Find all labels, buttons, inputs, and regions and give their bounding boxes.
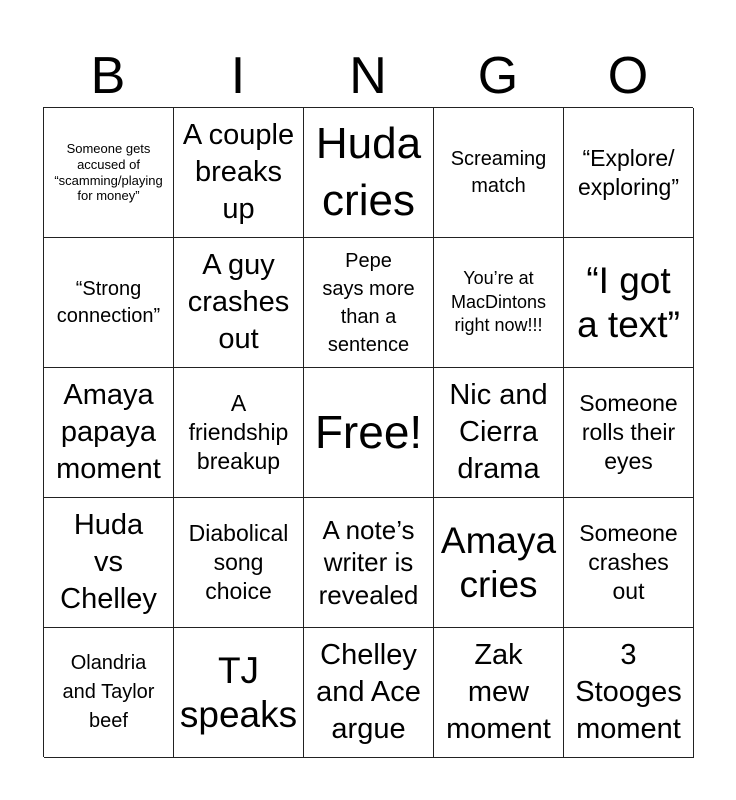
bingo-cell-r1-c1[interactable] — [44, 108, 174, 238]
bingo-cell-text: Huda vs Chelley — [60, 509, 157, 615]
bingo-cell-r4-c1[interactable] — [44, 498, 174, 628]
bingo-cell-r3-c2[interactable] — [174, 368, 304, 498]
bingo-cell-r1-c3[interactable] — [304, 108, 434, 238]
bingo-cell-text: Diabolical song choice — [188, 520, 289, 604]
bingo-cell-r4-c2[interactable] — [174, 498, 304, 628]
bingo-cell-text: Huda cries — [315, 119, 422, 225]
bingo-cell-r5-c4[interactable] — [434, 628, 564, 758]
bingo-board — [43, 107, 693, 757]
header-letter-o: O — [607, 47, 649, 105]
bingo-cell-r4-c3[interactable] — [304, 498, 434, 628]
bingo-cell-r2-c5[interactable] — [564, 238, 694, 368]
bingo-cell-text: You’re at MacDintons right now!!! — [450, 267, 547, 336]
bingo-cell-r4-c4[interactable] — [434, 498, 564, 628]
bingo-cell-r3-c4[interactable] — [434, 368, 564, 498]
bingo-cell-r1-c5[interactable] — [564, 108, 694, 238]
bingo-header — [43, 44, 693, 108]
bingo-cell-r2-c1[interactable] — [44, 238, 174, 368]
header-letter-b: B — [90, 47, 126, 105]
bingo-cell-r5-c2[interactable] — [174, 628, 304, 758]
bingo-cell-text: Nic and Cierra drama — [449, 379, 548, 485]
header-letter-g: G — [477, 47, 519, 105]
bingo-cell-r2-c3[interactable] — [304, 238, 434, 368]
bingo-cell-r1-c4[interactable] — [434, 108, 564, 238]
bingo-cell-r2-c4[interactable] — [434, 238, 564, 368]
bingo-cell-text: 3 Stooges moment — [575, 639, 682, 745]
bingo-cell-text: “Strong connection” — [56, 278, 161, 327]
bingo-cell-text: Zak mew moment — [446, 639, 551, 745]
header-letter-n: N — [349, 47, 387, 105]
bingo-cell-text: A note’s writer is revealed — [318, 514, 419, 610]
bingo-cell-text: Chelley and Ace argue — [316, 639, 421, 745]
bingo-cell-text: “Explore/ exploring” — [578, 144, 679, 200]
bingo-cell-text: TJ speaks — [179, 649, 298, 735]
bingo-cell-text: Amaya cries — [440, 519, 557, 605]
bingo-cell-r5-c3[interactable] — [304, 628, 434, 758]
bingo-cell-text: A friendship breakup — [188, 390, 289, 474]
free-space-text: Free! — [314, 406, 423, 459]
bingo-cell-text: Someone crashes out — [579, 520, 678, 604]
bingo-cell-r3-c5[interactable] — [564, 368, 694, 498]
bingo-cell-r5-c5[interactable] — [564, 628, 694, 758]
bingo-cell-r2-c2[interactable] — [174, 238, 304, 368]
bingo-cell-text: A guy crashes out — [187, 249, 290, 355]
bingo-cell-text: “I got a text” — [577, 259, 680, 345]
bingo-cell-text: Amaya papaya moment — [56, 379, 161, 485]
header-letter-i: I — [230, 47, 246, 105]
bingo-cell-text: Pepe says more than a sentence — [322, 249, 415, 356]
bingo-cell-text: Someone rolls their eyes — [579, 390, 678, 474]
bingo-cell-text: Screaming match — [450, 148, 547, 197]
bingo-cell-r4-c5[interactable] — [564, 498, 694, 628]
bingo-cell-r5-c1[interactable] — [44, 628, 174, 758]
bingo-cell-text: Someone gets accused of “scamming/playing for money” — [54, 140, 163, 204]
bingo-cell-r1-c2[interactable] — [174, 108, 304, 238]
bingo-cell-r3-c1[interactable] — [44, 368, 174, 498]
bingo-cell-text: A couple breaks up — [182, 119, 295, 225]
bingo-cell-text: Olandria and Taylor beef — [62, 652, 155, 732]
bingo-cell-free[interactable] — [304, 368, 434, 498]
